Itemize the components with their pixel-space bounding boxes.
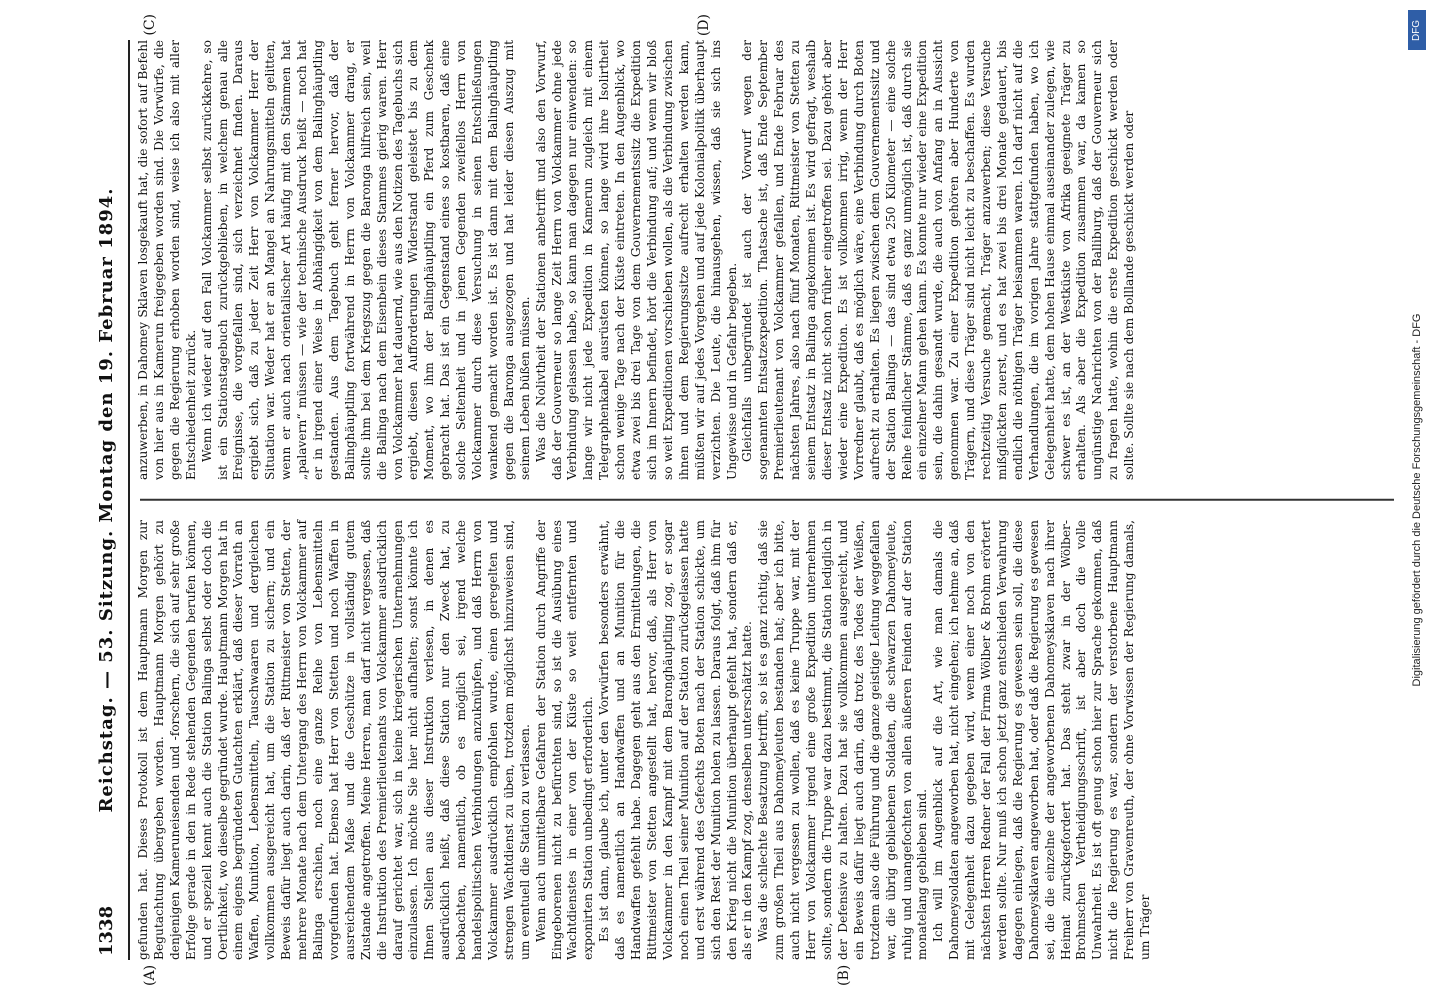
page-content: [80, 8, 1400, 992]
digitization-credit: [1404, 20, 1430, 980]
running-head: Reichstag. — 53. Sitzung. Montag den 19. Februar 1894.: [96, 187, 117, 813]
paragraph: Gleichfalls unbegründet ist auch der Vorwurf wegen der sogenannten Entsatzexpedition. Thatsache ist, daß Ende September Premierlieutenant von Volckammer gefallen, und Ende Februar des nächsten Jahres, also nach fünf Monaten, Rittmeister von Stetten zu seinem Entsatz in Balinga angekommen ist. Es wird gefragt, weshalb dieser Entsatz nicht schon früher eingetroffen sei. Dazu gehört aber wieder eine Expedition. Es ist vollkommen irrig, wenn der Herr Vorredner glaubt, daß es möglich wäre, eine Verbindung durch Boten aufrecht zu erhalten. Es liegen zwischen dem Gouvernementssitz und der Station Balinga — das sind etwa 250 Kilometer — eine solche Reihe feindlicher Stämme, daß es ganz unmöglich ist, daß durch sie ein einzelner Mann gehen kann. Es konnte nur wieder eine Expedition sein, die dahin gesandt wurde, die auch von Anfang an in Aussicht genommen war. Zu einer Expedition gehören aber Hunderte von Trägern, und diese Träger sind nicht leicht zu beschaffen. Es wurden rechtzeitig Versuche gemacht, Träger anzuwerben; diese Versuche mißglückten zuerst, und es hat zwei bis drei Monate gedauert, bis endlich die nöthigen Träger beisammen waren. Ich darf nicht auf die Verhandlungen, die im vorigen Jahre stattgefunden haben, wo ich Gelegenheit hatte, dem hohen Hause einmal auseinander zulegen, wie schwer es ist, an der Westküste von Afrika geeignete Träger zu erhalten. Als aber die Expedition zusammen war, da kamen so ungünstige Nachrichten von der Balliburg, daß der Gouverneur sich zu fragen hatte, wohin die erste Expedition geschickt werden oder sollte. Sollte sie nach dem Bolllande geschickt werden oder: [740, 40, 1137, 480]
margin-marker-a: (A): [142, 964, 158, 986]
margin-marker-c: (C): [142, 14, 158, 36]
text-columns: [136, 14, 1400, 986]
header-rule: [128, 40, 130, 960]
paragraph: Was die schlechte Besatzung betrifft, so ist es ganz richtig, daß sie zum großen Theil aus Dahomeyleuten bestanden hat; aber ich bitte, auch nicht vergessen zu wollen, daß es keine Truppe war, mit der Herr von Volckammer irgend eine große Expedition unternehmen sollte, sondern die Truppe war dazu bestimmt, die Station lediglich in der Defensive zu halten. Dazu hat sie vollkommen ausgereicht, und ein Beweis dafür liegt auch darin, daß trotz des Todes der Weißen, trotzdem also die Führung und die ganze geistige Leitung weggefallen war, die übrig gebliebenen Soldaten, die schwarzen Dahomeyleute, ruhig und unangefochten von allen äußeren Feinden auf der Station monatelang geblieben sind.: [756, 520, 930, 960]
paragraph: Es ist dann, glaube ich, unter den Vorwürfen besonders erwähnt, daß es namentlich an Handwaffen und an Munition für die Handwaffen gefehlt habe. Dagegen geht aus den Ermittelungen, die Rittmeister von Stetten angestellt hat, hervor, daß, als Herr von Volckammer in den Kampf mit dem Baronghäuptling zog, er sogar noch einen Theil seiner Munition auf der Station zurückgelassen hatte und erst während des Gefechts Boten nach der Station schickte, um sich den Rest der Munition holen zu lassen. Daraus folgt, daß ihm für den Krieg nicht die Munition überhaupt gefehlt hat, sondern daß er, als er in den Kampf zog, denselben unterschätzt hatte.: [597, 520, 755, 960]
right-column: [136, 40, 1400, 480]
paragraph: Wenn ich wieder auf den Fall Volckammer selbst zurückkehre, so ist ein Stationstagebuch zurückgeblieben, in welchem genau alle Ereignisse, die vorgefallen sind, sich verzeichnet finden. Daraus ergiebt sich, daß zu jeder Zeit Herr von Volckammer Herr der Situation war. Weder hat er an Mangel an Nahrungsmitteln gelitten, wenn er auch nach orientalischer Art häufig mit den Stämmen hat „palavern“ müssen — wie der technische Ausdruck heißt — noch hat er in irgend einer Weise in Abhängigkeit von dem Balinghäuptling gestanden. Aus dem Tagebuch geht ferner hervor, daß der Balinghäuptling fortwährend in Herrn von Volckammer drang, er sollte ihm bei dem Kriegszug gegen die Baronga hilfreich sein, weil die Balinga nach dem Eisenbein dieses Stammes gierig waren. Herr von Volckammer hat dauernd, wie aus den Notizen des Tagebuchs sich ergiebt, diesen Aufforderungen Widerstand geleistet bis zu dem Moment, wo ihm der Balinghäuptling ein Pferd zum Geschenk gebracht hat. Das ist ein Gegenstand eines so kostbaren, daß eine solche Seltenheit und in jenen Gegenden zweifellos Herrn von Volckammer durch diese Versuchung in seinen Entschließungen wankend gemacht worden ist. Es ist dann mit dem Balinghäuptling gegen die Baronga ausgezogen und hat leider diesen Auszug mit seinem Leben büßen müssen.: [199, 40, 532, 480]
page-header: [88, 8, 128, 992]
column-divider: [140, 499, 1394, 501]
margin-marker-d: (D): [696, 14, 712, 37]
left-column: [136, 520, 1400, 960]
dfg-logo: [1408, 10, 1426, 50]
paragraph: Wenn auch unmittelbare Gefahren der Station durch Angriffe der Eingeborenen nicht zu befürchten sind, so ist die Ausübung eines Wachtdienstes in einer von der Küste so weit entfernten und exponirten Station unbedingt erforderlich.: [533, 520, 596, 960]
page-number: 1338: [96, 905, 117, 956]
margin-marker-b: (B): [836, 964, 852, 986]
dfg-logo-label: DFG: [1411, 19, 1423, 41]
paragraph: gefunden hat. Dieses Protokoll ist dem Hauptmann Morgen zur Begutachtung übergeben worden. Hauptmann Morgen gehört zu denjenigen Kameruneisenden und -forschern, die sich auf sehr große Erfolge gerade in den in Rede stehenden Gegenden berufen können, und er speziell kennt auch die Station Balinga selbst oder doch die Oertlichkeit, wo dieselbe gegründet wurde. Hauptmann Morgen hat in einem eigens begründeten Gutachten erklärt, daß dieser Vorrath an Waffen, Munition, Lebensmitteln, Tauschwaaren und dergleichen vollkommen ausgereicht hat, um die Station zu sichern; und ein Beweis dafür liegt auch darin, daß der Rittmeister von Stetten, der mehrere Monate nach dem Untergang des Herrn von Volckammer auf Balinga erschien, noch eine ganze Reihe von Lebensmitteln vorgefunden hat. Ebenso hat Herr von Stetten und noch Waffen in ausreichendem Maße und die Geschütze in vollständig gutem Zustande angetroffen. Meine Herren, man darf nicht vergessen, daß die Instruktion des Premierlieutenants von Volckammer ausdrücklich darauf gerichtet war, sich in keine kriegerischen Unternehmungen einzulassen. Ich möchte Sie hier nicht aufhalten; sonst könnte ich Ihnen Stellen aus dieser Instruktion verlesen, in denen es ausdrücklich heißt, daß diese Station nur den Zweck hat, zu beobachten, namentlich, ob es möglich sei, irgend welche handelspolitischen Verbindungen anzuknüpfen, und daß Herrn von Volckammer ausdrücklich empfohlen wurde, einen geregelten und strengen Wachtdienst zu üben, trotzdem möglichst hinzuweisen sind, um eventuell die Station zu verlassen.: [136, 520, 532, 960]
rotated-frame: [80, 8, 1400, 992]
paragraph: Ich will im Augenblick auf die Art, wie man damals die Dahomeysoldaten angeworben hat, nicht eingehen; ich nehme an, daß mit Gelegenheit dazu gegeben wird, wenn einer noch von den nächsten Herren Redner der Fall der Firma Wölber & Brohm erörtert werden sollte. Nur muß ich schon jetzt ganz entschieden Verwahrung dagegen einlegen, daß die Regierung es gewesen sein soll, die diese Dahomeysklaven angeworben hat, oder daß die Regierung es gewesen sei, die die einzelne der angeworbenen Dahomeysklaven nach ihrer Heimat zurückgefordert hat. Das steht zwar in der Wölber-Brohmschen Vertheidigungsschrift, ist aber doch die volle Unwahrheit. Es ist oft genug schon hier zur Sprache gekommen, daß nicht die Regierung es war, sondern der verstorbene Hauptmann Freiherr von Gravenreuth, der ohne Vorwissen der Regierung damals, um Träger: [931, 520, 1153, 960]
credit-text: Digitalisierung gefördert durch die Deutsche Forschungsgemeinschaft - DFG: [1411, 313, 1423, 687]
paragraph: Was die Nolivtheit der Stationen anbetrifft und also den Vorwurf, daß der Gouverneur so lange Zeit Herrn von Volckammer ohne jede Verbindung gelassen habe, so kann man dagegen nur einwenden: so lange wir nicht jede Expedition in Kamerun zugleich mit einem Telegraphenkabel ausrüsten können, so lange wird ihre Isolirtheit schon wenige Tage nach der Küste eintreten. In den Augenblick, wo etwa zwei bis drei Tage von dem Gouvernementssitz die Expedition sich im Innern befindet, hört die Verbindung auf; und wenn wir bloß so weit Expeditionen vorschieben wollen, als die Verbindung zwischen ihnen und dem Regierungssitze aufrecht erhalten werden kann, müßten wir auf jedes Vorgehen und auf jede Kolonialpolitik überhaupt verzichten. Die Leute, die hinausgehen, wissen, daß sie sich ins Ungewisse und in Gefahr begeben.: [533, 40, 739, 480]
paragraph: anzuwerben, in Dahomey Sklaven losgekauft hat, die sofort auf Befehl von hier aus in Kamerun freigegeben worden sind. Die Vorwürfe, die gegen die Regierung erhoben worden sind, weise ich also mit aller Entschiedenheit zurück.: [136, 40, 198, 480]
